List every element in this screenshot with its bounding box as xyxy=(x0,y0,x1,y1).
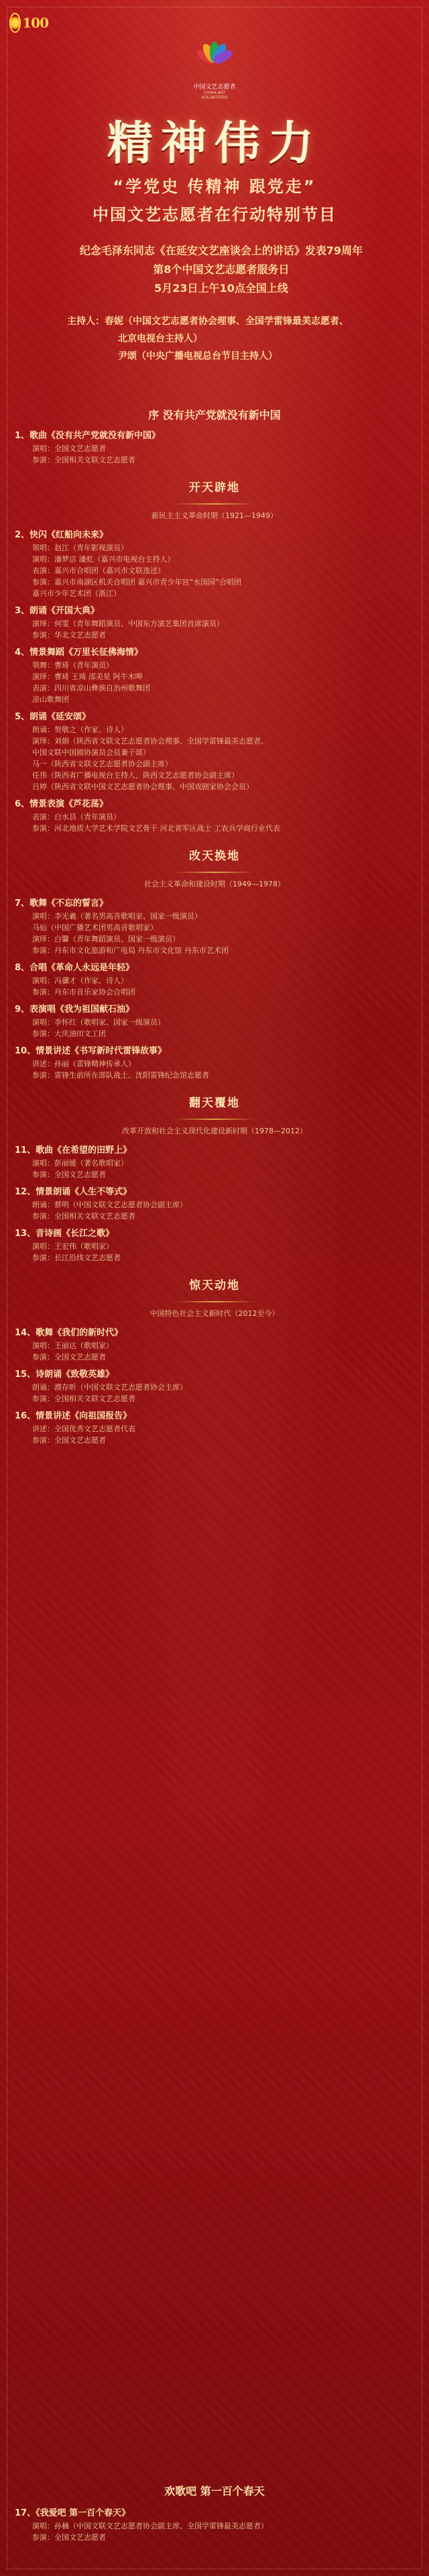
chapter-name: 改天换地 xyxy=(189,849,240,863)
host-name: 尹颂（中央广播电视总台节目主持人） xyxy=(118,351,278,362)
program-list xyxy=(15,429,414,1451)
emblem-caption-sub: CHINA ART VOLUNTEERS xyxy=(201,91,228,100)
program-item-line: 演唱：全国文艺志愿者 xyxy=(32,444,106,453)
program-item-line: 演唱：王丽达（歌唱家） xyxy=(32,1341,113,1350)
program-item-line: 演绎：刘娟（陕西省文联文艺志愿者协会理事、全国学雷锋最美志愿者、 xyxy=(32,737,268,745)
program-item xyxy=(15,1003,414,1039)
finale-title: 欢歌吧 第一百个春天 xyxy=(164,2485,265,2497)
program-item-title: 4、情景舞蹈《万里长征佛海情》 xyxy=(15,648,143,658)
chapter-period: 社会主义革命和建设时期（1949—1978） xyxy=(144,880,285,888)
program-item-line: 演绎：白馨（青年舞蹈演员、国家一级演员） xyxy=(32,935,180,943)
flower-emblem-icon xyxy=(190,40,239,81)
program-item-title: 9、表演唱《我为祖国献石油》 xyxy=(15,1004,135,1015)
program-item-title: 3、朗诵《开国大典》 xyxy=(15,606,100,616)
program-item xyxy=(15,1368,414,1404)
program-item xyxy=(15,897,414,956)
program-item-line: 表演：嘉兴市合唱团（嘉兴市文联选送） xyxy=(32,566,165,575)
program-item-line: 朗诵：贺敬之（作家、诗人） xyxy=(32,725,128,734)
program-item-line: 参演：全国相关文联文艺志愿者 xyxy=(32,1394,135,1403)
program-item-title: 13、音诗画《长江之歌》 xyxy=(15,1229,115,1239)
program-item-line: 参演：河北地质大学艺术学院文艺骨干 河北省军区战士 工农兵学商行业代表 xyxy=(32,824,280,833)
program-item xyxy=(15,1045,414,1081)
intro-line: 第8个中国文艺志愿者服务日 xyxy=(153,263,290,276)
program-item-line: 参演：丹东市文化旅游和广电局 丹东市文化馆 丹东市艺术团 xyxy=(32,946,229,955)
program-item-title: 14、歌舞《我们的新时代》 xyxy=(15,1328,123,1338)
main-title: 精神伟力 xyxy=(107,117,322,170)
program-item xyxy=(15,1227,414,1264)
program-item xyxy=(15,1144,414,1180)
program-item xyxy=(15,1186,414,1222)
program-item-line: 表演：白水县（青年演员） xyxy=(32,813,121,821)
program-item xyxy=(15,1327,414,1363)
chapter-heading xyxy=(15,1093,414,1136)
program-item-line: 参演：大庆油田文工团 xyxy=(32,1029,106,1038)
program-item-line: 嘉兴市少年艺术团（浙江） xyxy=(32,589,121,598)
chapter-heading xyxy=(15,846,414,889)
intro-block xyxy=(34,242,409,298)
program-item-line: 参演：全国相关文联文艺志愿者 xyxy=(32,1212,135,1221)
program-item-line: 演唱：彭丽媛（著名歌唱家） xyxy=(32,1159,128,1168)
program-item-line: 马一（陕西省文联文艺志愿者协会副主席） xyxy=(32,760,172,768)
program-item-title: 15、诗朗诵《致敬英雄》 xyxy=(15,1370,115,1380)
program-item-line: 演唱：王宏伟（歌唱家） xyxy=(32,1242,113,1251)
intro-line: 纪念毛泽东同志《在延安文艺座谈会上的讲话》发表79周年 xyxy=(79,244,363,257)
hosts-block xyxy=(67,313,409,365)
chapter-heading xyxy=(15,478,414,521)
party-emblem-icon xyxy=(9,13,21,33)
program-item-line: 参演：雷锋生前所在部队战士、沈阳雷锋纪念馆志愿者 xyxy=(32,1071,209,1080)
chapter-name: 惊天动地 xyxy=(189,1279,240,1292)
program-item-line: 演绎：何雯（青年舞蹈演员、中国东方演艺集团首席演员） xyxy=(32,619,224,628)
program-item-title: 8、合唱《革命人永远是年轻》 xyxy=(15,963,135,973)
program-item-line: 讲述：全国优秀文艺志愿者代表 xyxy=(32,1425,135,1433)
chapter-name: 开天辟地 xyxy=(189,481,240,495)
program-item xyxy=(15,1410,414,1446)
program-item xyxy=(15,646,414,705)
program-item-line: 演绎：曹琦 王琦 邵美星 阿牛木呷 xyxy=(32,672,143,681)
program-item-title: 5、朗诵《延安颂》 xyxy=(15,712,91,722)
program-item xyxy=(15,711,414,792)
program-item-line: 中国文联中国剧协演员会员兼干部） xyxy=(32,748,150,757)
program-item-title: 7、歌舞《不忘的誓言》 xyxy=(15,898,109,909)
party-100-logo xyxy=(9,9,48,36)
chapter-period: 新民主主义革命时期（1921—1949） xyxy=(151,511,278,520)
host-name-cont: 北京电视台主持人） xyxy=(118,333,202,344)
chapter-heading xyxy=(15,1276,414,1319)
program-item xyxy=(15,605,414,641)
program-item-line: 演唱：冯骥才（作家、诗人） xyxy=(32,976,128,985)
program-item-line: 马仙（中国广播艺术团男高音歌唱家） xyxy=(32,923,158,932)
program-item-line: 表演：四川省凉山彝族自治州歌舞团 xyxy=(32,684,150,692)
chapter-ornament xyxy=(174,1301,255,1302)
program-item xyxy=(15,2507,414,2543)
prologue-title: 序 没有共产党就没有新中国 xyxy=(148,409,281,421)
program-item-line: 参演：长江沿线文艺志愿者 xyxy=(32,1253,121,1262)
chapter-ornament xyxy=(174,503,255,505)
program-item-line: 朗诵：濮存昕（中国文联文艺志愿者协会主席） xyxy=(32,1383,187,1392)
program-item-title: 12、情景朗诵《人生不等式》 xyxy=(15,1187,132,1197)
host-row xyxy=(67,313,409,330)
program-item-title: 6、情景表演《芦花荡》 xyxy=(15,799,109,809)
program-item-line: 朗诵：蔡明（中国文联文艺志愿者协会副主席） xyxy=(32,1200,187,1209)
chapter-ornament xyxy=(174,1119,255,1120)
host-name: 春妮（中国文艺志愿者协会理事、全国学雷锋最美志愿者、 xyxy=(105,316,349,327)
program-item-line: 任伟（陕西省广播电视台主持人、陕西文艺志愿者协会副主席） xyxy=(32,771,239,780)
chapter-period: 改革开放和社会主义现代化建设新时期（1978—2012） xyxy=(122,1127,307,1135)
program-item-line: 讲述：孙丽（雷锋精神传承人） xyxy=(32,1060,135,1068)
program-item-title: 11、歌曲《在希望的田野上》 xyxy=(15,1145,132,1155)
program-item xyxy=(15,798,414,834)
program-item-line: 参演：丹东市音乐家协会合唱团 xyxy=(32,988,135,996)
program-item xyxy=(15,429,414,466)
hosts-label: 主持人： xyxy=(67,316,105,327)
program-item-line: 演唱：李怀红（歌唱家、国家一级演员） xyxy=(32,1018,165,1027)
program-item-title: 10、情景讲述《书写新时代雷锋故事》 xyxy=(15,1046,167,1056)
chapter-period: 中国特色社会主义新时代（2012至今） xyxy=(149,1309,280,1318)
program-item-line: 参演：嘉兴市南湖区机关合唱团 嘉兴市青少年宫“水国园”合唱团 xyxy=(32,578,241,586)
finale-list xyxy=(15,2507,414,2548)
program-item-title: 1、歌曲《没有共产党就没有新中国》 xyxy=(15,431,161,441)
program-item-line: 凉山歌舞团 xyxy=(32,695,69,704)
program-title: 中国文艺志愿者在行动特别节目 xyxy=(93,205,336,224)
program-item-title: 17、《我爱吧 第一百个春天》 xyxy=(15,2508,131,2518)
program-item-line: 参演：全国文艺志愿者 xyxy=(32,1170,106,1179)
party-number: 100 xyxy=(22,15,48,31)
program-item-line: 演唱：孙楠（中国文联文艺志愿者协会副主席、全国学雷锋最美志愿者） xyxy=(32,2522,268,2530)
chapter-ornament xyxy=(174,872,255,873)
program-item-line: 参演：全国相关文联文艺志愿者 xyxy=(32,456,135,464)
program-item-line: 领唱：赵江（青年影视演员） xyxy=(32,544,128,552)
program-item xyxy=(15,529,414,599)
chapter-name: 翻天覆地 xyxy=(189,1096,240,1110)
program-item-line: 演唱：潘梦洁 潘虹（嘉兴市电视台主持人） xyxy=(32,555,175,564)
program-item-title: 2、快闪《红船向未来》 xyxy=(15,530,109,540)
volunteer-emblem xyxy=(190,40,239,100)
program-item-line: 领舞：曹琦（青年演员） xyxy=(32,661,113,670)
intro-line: 5月23日上午10点全国上线 xyxy=(154,282,288,295)
program-item-line: 吕婷（陕西省文联中国文艺志愿者协会理事、中国戏剧家协会会员） xyxy=(32,782,253,791)
program-item-line: 参演：华北文艺志愿者 xyxy=(32,631,106,639)
program-item-line: 参演：全国文艺志愿者 xyxy=(32,1353,106,1361)
program-item xyxy=(15,962,414,998)
emblem-caption: 中国文艺志愿者 xyxy=(193,84,236,91)
slogan: “学党史 传精神 跟党走” xyxy=(113,177,316,196)
program-item-title: 16、情景讲述《向祖国报告》 xyxy=(15,1411,132,1421)
program-item-line: 参演：全国文艺志愿者 xyxy=(32,2533,106,2542)
program-item-line: 演唱：李光羲（著名男高音歌唱家、国家一级演员） xyxy=(32,912,202,921)
program-item-line: 参演：全国文艺志愿者 xyxy=(32,1436,106,1445)
